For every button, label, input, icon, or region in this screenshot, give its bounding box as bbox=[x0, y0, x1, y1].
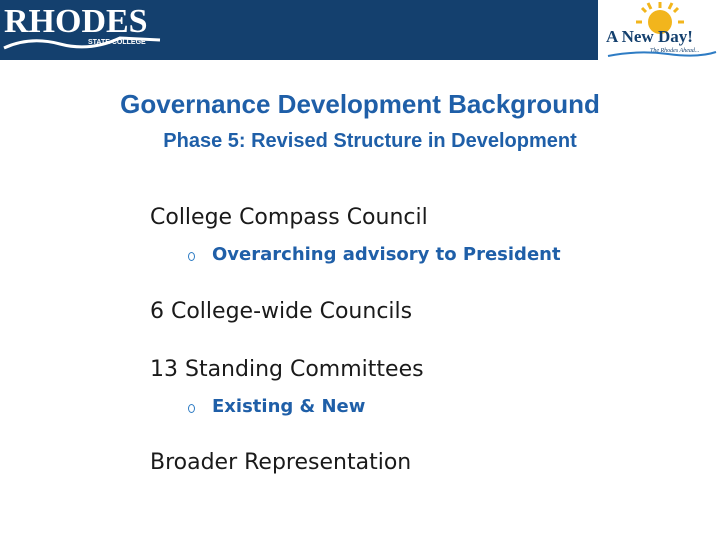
sub-bullet-overarching-advisory: Overarching advisory to President bbox=[212, 244, 561, 265]
slide-title: Governance Development Background bbox=[120, 89, 600, 119]
logo-wordmark: RHODES bbox=[4, 3, 148, 40]
logo-right-sub: The Rhodes Ahead... bbox=[650, 48, 700, 54]
sub-bullet-marker-icon bbox=[188, 404, 195, 413]
a-new-day-logo bbox=[598, 0, 720, 60]
bullet-broader-representation: Broader Representation bbox=[150, 450, 412, 475]
bullet-college-wide-councils: 6 College-wide Councils bbox=[150, 299, 413, 324]
rhodes-state-college-logo bbox=[0, 0, 170, 60]
sub-bullet-marker-icon bbox=[188, 252, 195, 261]
slide-subtitle: Phase 5: Revised Structure in Development bbox=[163, 130, 577, 152]
bullet-college-compass-council: College Compass Council bbox=[150, 205, 428, 230]
logo-subtext: STATE COLLEGE bbox=[88, 39, 146, 46]
bullet-standing-committees: 13 Standing Committees bbox=[150, 357, 424, 382]
sub-bullet-existing-new: Existing & New bbox=[212, 396, 366, 417]
logo-right-text: A New Day! bbox=[606, 27, 693, 46]
